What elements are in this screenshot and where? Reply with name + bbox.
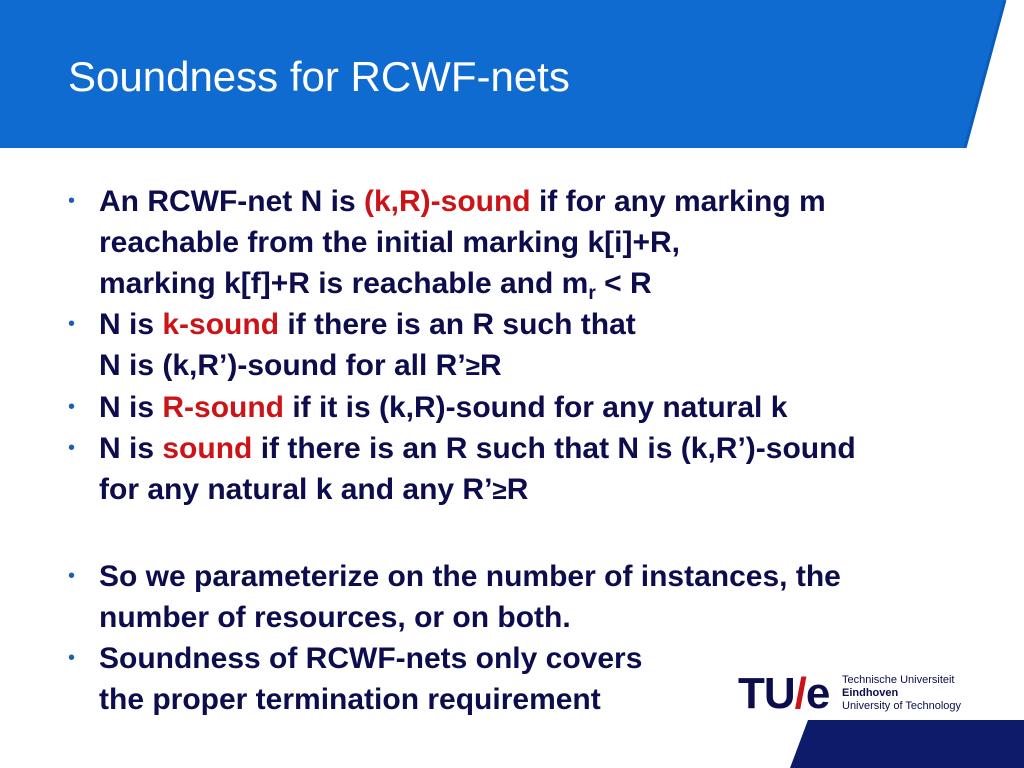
bullet-dot: • (68, 437, 76, 459)
spacer (68, 511, 988, 556)
bullet-parameterize (68, 556, 988, 638)
logo-e: e (805, 669, 830, 718)
text-run: marking k[f]+R is reachable and m (99, 267, 589, 300)
bullet-sound (68, 428, 988, 511)
highlight-term: (k,R)-sound (363, 185, 531, 218)
highlight-term: sound (162, 432, 253, 465)
logo-line-2: Eindhoven (842, 687, 899, 699)
slide-title: Soundness for RCWF-nets (68, 53, 570, 100)
text-run: R (506, 473, 529, 506)
text-run: Soundness of RCWF-nets only covers (99, 642, 643, 675)
text-line (99, 597, 988, 638)
text-run: if there is an R such that (279, 308, 636, 341)
subscript: r (588, 283, 596, 304)
bullet-list (68, 181, 988, 720)
text-run: N is (99, 391, 163, 424)
text-line (99, 222, 988, 263)
tue-logo (738, 668, 978, 728)
logo-text (842, 674, 961, 713)
text-run: So we parameterize on the number of instances, the (99, 560, 841, 593)
bullet-dot: • (68, 313, 76, 335)
bullet-dot: • (68, 190, 76, 212)
bullet-r-sound (68, 387, 988, 428)
bullet-dot: • (68, 565, 76, 587)
text-run: for any natural k and any R’ (99, 473, 493, 506)
bullet-dot: • (68, 647, 76, 669)
text-line (99, 304, 988, 345)
text-run: the proper termination requirement (99, 683, 601, 716)
text-run: if it is (k,R)-sound for any natural k (284, 391, 788, 424)
text-run: if for any marking m (530, 185, 826, 218)
text-line (99, 469, 988, 511)
text-line (99, 345, 988, 387)
text-run: if there is an R such that N is (k,R’)-sound (252, 432, 856, 465)
logo-line-3: University of Technology (842, 700, 962, 712)
text-line (99, 263, 988, 304)
logo-line-1: Technische Universiteit (842, 674, 955, 686)
highlight-term: R-sound (162, 391, 284, 424)
text-line (99, 428, 988, 469)
logo-slash: / (794, 669, 806, 718)
bullet-k-sound (68, 304, 988, 387)
text-run: N is (k,R’)-sound for all R’ (99, 349, 466, 382)
ge-symbol: ≥ (492, 475, 507, 505)
text-run: number of resources, or on both. (99, 601, 571, 634)
ge-symbol: ≥ (465, 351, 480, 381)
text-line (99, 181, 988, 222)
text-line (99, 387, 988, 428)
logo-tu: TU (738, 669, 795, 718)
text-run: An RCWF-net N is (99, 185, 364, 218)
text-run: N is (99, 308, 163, 341)
highlight-term: k-sound (162, 308, 280, 341)
text-run: N is (99, 432, 163, 465)
text-run: reachable from the initial marking k[i]+R, (99, 226, 680, 259)
bullet-dot: • (68, 396, 76, 418)
logo-mark (738, 670, 829, 718)
text-run: R (479, 349, 502, 382)
text-run: < R (595, 267, 652, 300)
bullet-kr-sound (68, 181, 988, 304)
text-line (99, 556, 988, 597)
